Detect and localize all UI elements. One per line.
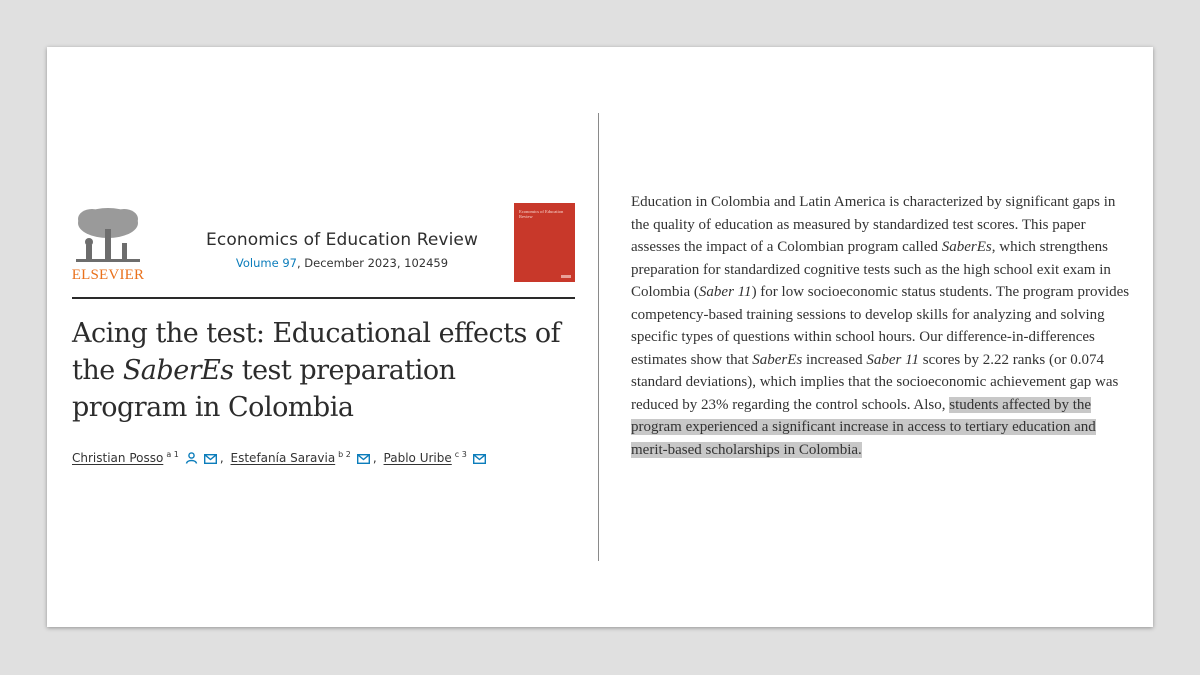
elsevier-wordmark: ELSEVIER bbox=[71, 267, 145, 283]
author-list bbox=[72, 450, 592, 467]
author-affiliation[interactable]: c 3 bbox=[454, 450, 467, 459]
elsevier-tree-icon bbox=[72, 205, 144, 265]
abstract-segment: increased bbox=[802, 351, 867, 368]
title-program-name: SaberEs bbox=[122, 355, 234, 386]
abstract-italic: SaberEs bbox=[941, 239, 992, 255]
abstract-segment: scores by 2.22 ranks (or 0.074 standard deviations), which implies that the socioeconomic achievement gap was reduced by 23% regarding the control schools. Also, bbox=[631, 351, 1119, 413]
cover-footer-mark bbox=[561, 275, 571, 278]
journal-header bbox=[167, 230, 517, 270]
author-separator: , bbox=[372, 451, 377, 465]
author-separator: , bbox=[219, 451, 224, 465]
highlighted-text[interactable]: students affected by the program experienced a significant increase in access to tertiary education and merit-based scholarships in Colombia. bbox=[631, 396, 1096, 458]
abstract-segment: ) for low socioeconomic status students. The program provides competency-based training sessions to develop skills for analyzing and solving specific types of questions within school hours. Our difference-in-differences estimates show that bbox=[631, 284, 1130, 368]
email-icon[interactable] bbox=[357, 453, 370, 467]
elsevier-logo[interactable] bbox=[70, 205, 146, 285]
abstract-italic: Saber 11 bbox=[866, 351, 920, 368]
author-name[interactable]: Christian Posso bbox=[72, 451, 164, 465]
journal-issue bbox=[167, 256, 517, 270]
journal-name[interactable]: Economics of Education Review bbox=[206, 230, 478, 250]
author-affiliation[interactable]: b 2 bbox=[338, 450, 351, 459]
article-card bbox=[47, 47, 1153, 627]
title-text: test preparation program in Colombia bbox=[72, 355, 456, 423]
journal-cover-thumbnail[interactable] bbox=[514, 203, 575, 282]
title-text: Acing the test: Educational effects of the bbox=[72, 318, 561, 386]
author-name[interactable]: Pablo Uribe bbox=[383, 451, 452, 465]
column-divider bbox=[598, 113, 599, 561]
email-icon[interactable] bbox=[204, 453, 217, 467]
person-icon[interactable] bbox=[185, 452, 198, 467]
abstract-segment: Education in Colombia and Latin America is characterized by significant gaps in the quality of education as measured by standardized test scores. This paper assesses the impact of a Colombian program called bbox=[631, 194, 1116, 255]
abstract-segment: , which strengthens preparation for standardized cognitive tests such as the high school exit exam in Colombia ( bbox=[631, 239, 1111, 300]
author-name[interactable]: Estefanía Saravia bbox=[230, 451, 336, 465]
author-affiliation[interactable]: a 1 bbox=[166, 450, 179, 459]
cover-title: Economics of Education Review bbox=[519, 209, 564, 219]
abstract-italic: SaberEs bbox=[752, 351, 803, 368]
header-rule bbox=[72, 297, 575, 299]
issue-details: , December 2023, 102459 bbox=[296, 256, 449, 270]
abstract-text bbox=[631, 191, 1131, 461]
volume-link[interactable]: Volume 97 bbox=[235, 256, 297, 270]
abstract-italic: Saber 11 bbox=[698, 284, 752, 300]
email-icon[interactable] bbox=[473, 453, 486, 467]
article-title bbox=[72, 315, 572, 426]
